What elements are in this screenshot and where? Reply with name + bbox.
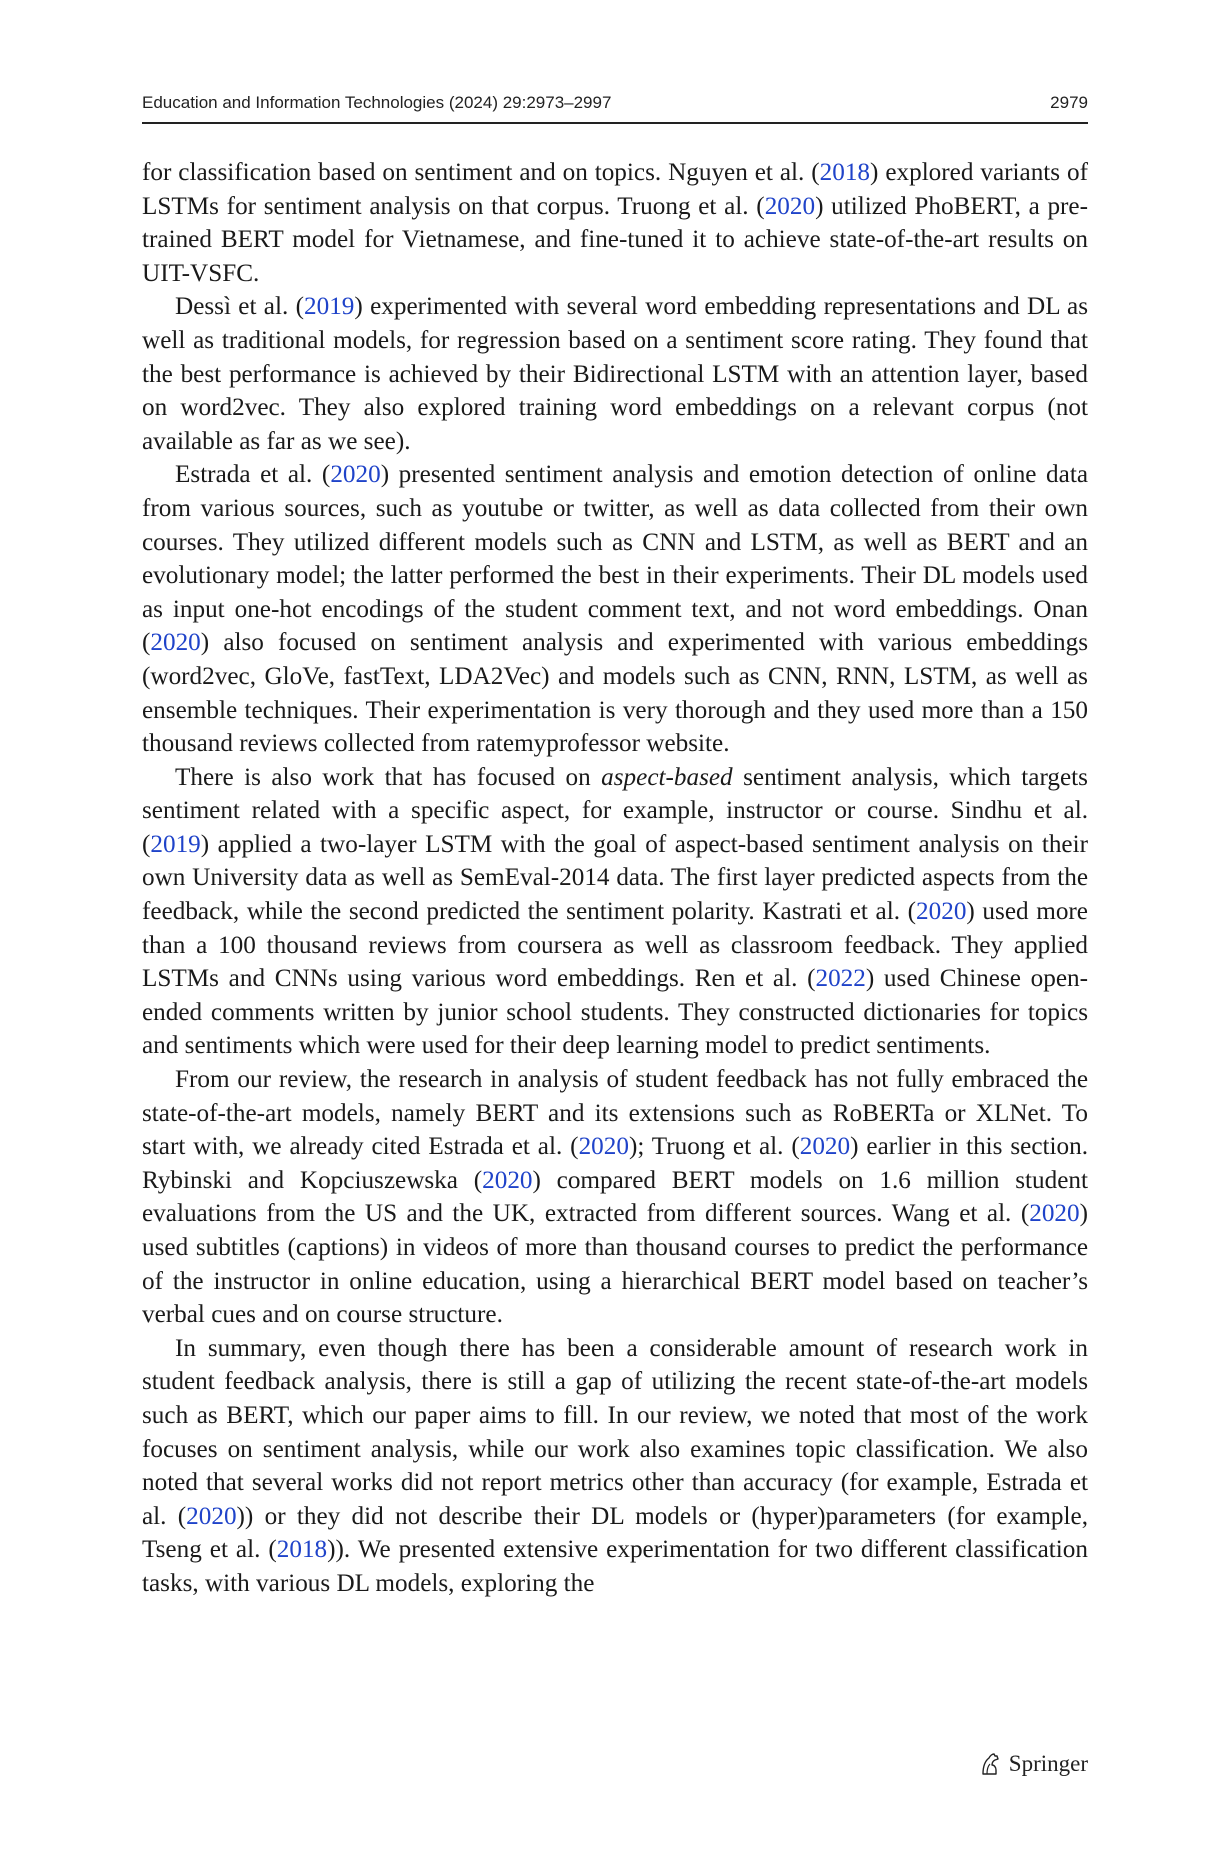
citation-year-link[interactable]: 2020 — [799, 1133, 851, 1161]
text-run: ) utilized PhoBERT, a pre-trained BERT model for Vietnamese, and fine-tuned it to achieve state-of-the-art results on UIT-VSFC. — [142, 192, 1088, 287]
citation-year-link[interactable]: 2020 — [150, 629, 201, 657]
paragraph — [142, 458, 1088, 760]
text-run: ) used Chinese open-ended comments written by junior school students. They constructed dictionaries for topics and sentiments which were used for their deep learning model to predict sentiments. — [142, 965, 1088, 1060]
text-run: )) or they did not describe their DL models or (hyper)parameters (for example, Tseng et al. ( — [142, 1502, 1088, 1564]
text-run: ) applied a two-layer LSTM with the goal of aspect-based sentiment analysis on their own University data as well as SemEval-2014 data. The first layer predicted aspects from the feedback, while the second predicted the sentiment polarity. Kastrati et al. ( — [142, 830, 1088, 926]
text-run: sentiment analysis, which targets sentiment related with a specific aspect, for example, instructor or course. Sindhu et al. ( — [142, 763, 1088, 858]
text-run: ) used more than a 100 thousand reviews from coursera as well as classroom feedback. They applied LSTMs and CNNs using various word embeddings. Ren et al. ( — [142, 898, 1088, 993]
citation-year-link[interactable]: 2019 — [150, 830, 201, 858]
citation-year-link[interactable]: 2020 — [578, 1133, 629, 1161]
paragraph — [142, 156, 1088, 290]
text-run: ) presented sentiment analysis and emotion detection of online data from various sources, such as youtube or twitter, as well as data collected from their own courses. They utilized different models such as CNN and LSTM, as well as BERT and an evolutionary model; the latter performed the best in their experiments. Their DL models used as input one-hot encodings of the student comment text, and not word embeddings. Onan ( — [142, 461, 1088, 657]
text-run: )). We presented extensive experimentation for two different classification tasks, with various DL models, exploring the — [142, 1536, 1088, 1597]
page-number: 2979 — [1050, 93, 1088, 112]
paragraph — [142, 761, 1088, 1063]
text-run: ) used subtitles (captions) in videos of more than thousand courses to predict the performance of the instructor in online education, using a hierarchical BERT model based on teacher’s verbal cues and on course structure. — [142, 1200, 1088, 1329]
citation-year-link[interactable]: 2020 — [916, 898, 967, 926]
springer-horse-icon — [979, 1752, 1001, 1776]
citation-year-link[interactable]: 2019 — [304, 293, 355, 321]
citation-year-link[interactable]: 2018 — [276, 1536, 328, 1564]
text-run: Dessì et al. ( — [175, 293, 304, 321]
text-run: From our review, the research in analysis of student feedback has not fully embraced the state-of-the-art models, namely BERT and its extensions such as RoBERTa or XLNet. To start with, we already cited Estrada et al. ( — [142, 1066, 1088, 1161]
text-run: ) explored variants of LSTMs for sentiment analysis on that corpus. Truong et al. ( — [142, 159, 1088, 220]
citation-year-link[interactable]: 2020 — [482, 1166, 533, 1194]
citation-year-link[interactable]: 2020 — [1029, 1200, 1080, 1228]
text-run: ) also focused on sentiment analysis and experimented with various embeddings (word2vec, GloVe, fastText, LDA2Vec) and models such as CNN, RNN, LSTM, as well as ensemble techniques. Their experimentation is very thorough and they used more than a 150 thousand reviews collected from ratemyprofessor website. — [142, 629, 1088, 758]
publisher-name: Springer — [1008, 1751, 1088, 1776]
publisher-footer — [979, 1748, 1088, 1780]
citation-year-link[interactable]: 2022 — [815, 965, 866, 993]
text-run: ) experimented with several word embedding representations and DL as well as traditional models, for regression based on a sentiment score rating. They found that the best performance is achieved by their Bidirectional LSTM with an attention layer, based on word2vec. They also explored training word embeddings on a relevant corpus (not available as far as we see). — [142, 293, 1088, 455]
text-run: There is also work that has focused on — [175, 763, 602, 791]
citation-year-link[interactable]: 2020 — [764, 192, 816, 220]
running-header — [142, 90, 1088, 124]
paragraph — [142, 1332, 1088, 1601]
paragraph — [142, 290, 1088, 458]
paragraph — [142, 1063, 1088, 1332]
text-run: In summary, even though there has been a considerable amount of research work in student feedback analysis, there is still a gap of utilizing the recent state-of-the-art models such as BERT, which our paper aims to fill. In our review, we noted that most of the work focuses on sentiment analysis, while our work also examines topic classification. We also noted that several works did not report metrics other than accuracy (for example, Estrada et al. ( — [142, 1334, 1088, 1530]
citation-year-link[interactable]: 2020 — [330, 461, 381, 489]
text-run: ); Truong et al. ( — [628, 1133, 800, 1161]
emphasized-term: aspect-based — [601, 763, 733, 791]
text-run: ) earlier in this section. Rybinski and Kopciuszewska ( — [142, 1133, 1088, 1194]
text-run: ) compared BERT models on 1.6 million student evaluations from the US and the UK, extracted from different sources. Wang et al. ( — [142, 1166, 1088, 1228]
citation-year-link[interactable]: 2018 — [819, 159, 871, 186]
citation-year-link[interactable]: 2020 — [186, 1502, 237, 1530]
text-run: Estrada et al. ( — [175, 461, 331, 489]
text-run: for classification based on sentiment and on topics. Nguyen et al. ( — [142, 159, 820, 186]
article-body — [142, 156, 1088, 1601]
journal-citation: Education and Information Technologies (2024) 29:2973–2997 — [142, 93, 612, 112]
